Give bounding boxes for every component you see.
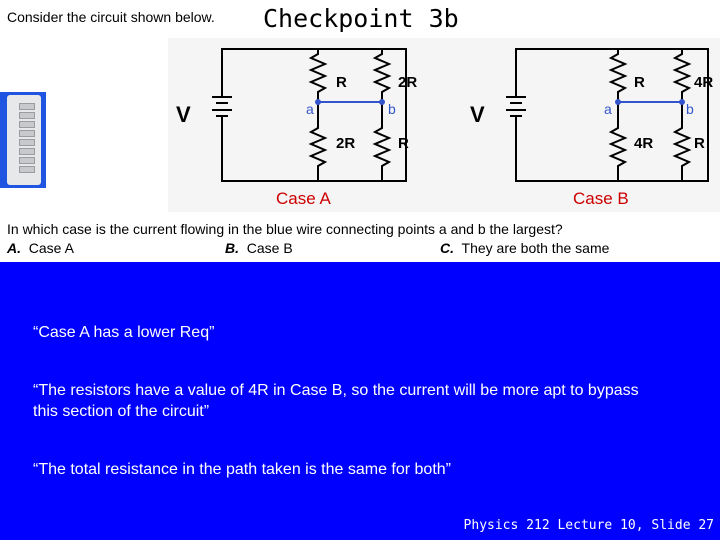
case-a-source: V <box>176 102 191 127</box>
prompt-text: Consider the circuit shown below. <box>7 9 215 25</box>
option-a-letter: A. <box>7 240 21 256</box>
case-b-source: V <box>470 102 485 127</box>
response-2: “The resistors have a value of 4R in Case B, so the current will be more apt to bypass this section of the circuit” <box>33 382 639 420</box>
case-a-bottom-right: R <box>398 135 409 152</box>
responses-panel <box>0 262 720 540</box>
option-b-letter: B. <box>225 240 239 256</box>
case-a-node-b: b <box>388 101 396 117</box>
question-text: In which case is the current flowing in the blue wire connecting points a and b the largest? <box>7 221 563 237</box>
circuit-diagram <box>168 38 720 212</box>
case-a-bottom-left: 2R <box>336 135 356 152</box>
case-a-top-right: 2R <box>398 74 418 91</box>
case-b-node-b: b <box>686 101 694 117</box>
answer-options <box>7 240 707 260</box>
case-b-top-left: R <box>634 74 645 91</box>
slide-title: Checkpoint 3b <box>263 4 459 33</box>
case-a-node-a: a <box>306 101 314 117</box>
case-b-bottom-right: R <box>694 135 705 152</box>
slide-footer: Physics 212 Lecture 10, Slide 27 <box>463 518 714 533</box>
response-3: “The total resistance in the path taken is the same for both” <box>33 461 451 478</box>
clicker-remote-icon <box>0 92 46 188</box>
case-b-top-right: 4R <box>694 74 714 91</box>
case-a-top-left: R <box>336 74 347 91</box>
case-b-label: Case B <box>573 189 629 208</box>
case-a-label: Case A <box>276 189 331 208</box>
case-b-node-a: a <box>604 101 612 117</box>
option-c[interactable] <box>440 240 609 256</box>
option-c-text: They are both the same <box>461 240 610 256</box>
option-b[interactable] <box>225 240 293 256</box>
option-a-text: Case A <box>28 240 74 256</box>
option-b-text: Case B <box>246 240 293 256</box>
option-a[interactable] <box>7 240 74 256</box>
case-b-bottom-left: 4R <box>634 135 654 152</box>
option-c-letter: C. <box>440 240 454 256</box>
response-1: “Case A has a lower Req” <box>33 324 215 341</box>
